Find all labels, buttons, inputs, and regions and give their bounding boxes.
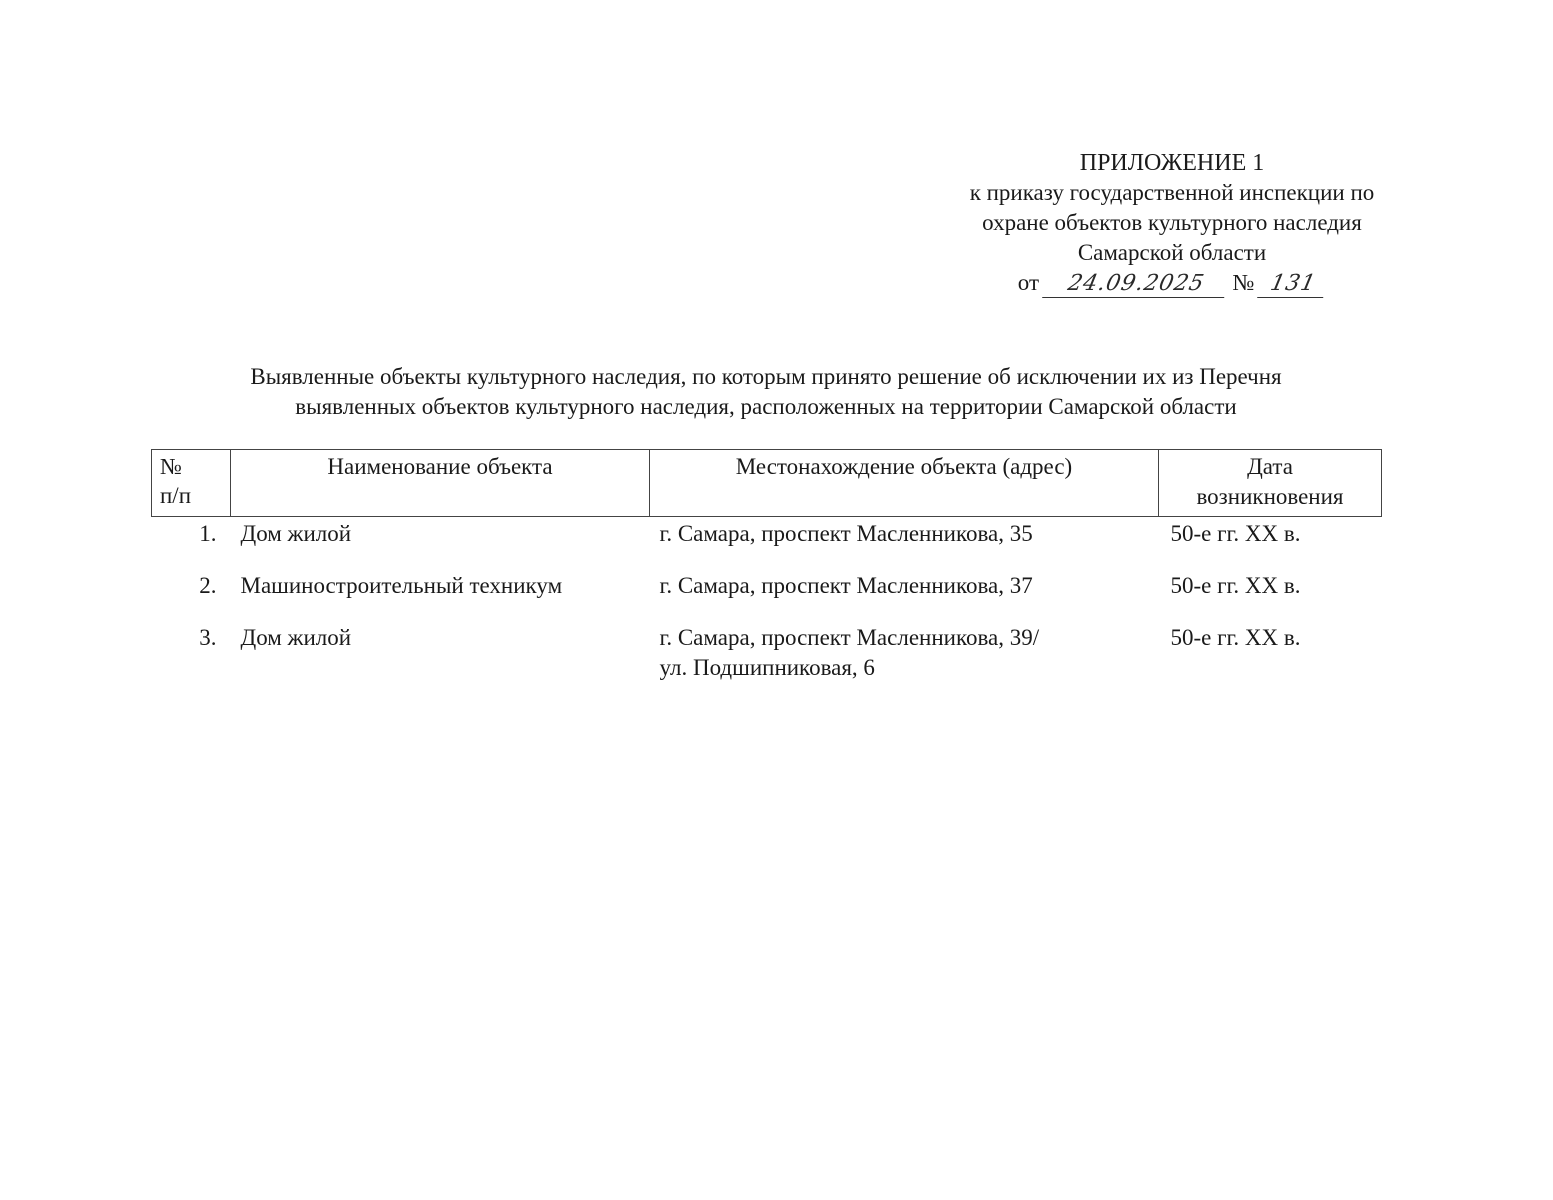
header-number-line2: п/п [160, 483, 192, 508]
appendix-line: к приказу государственной инспекции по [969, 180, 1375, 205]
row-name: Дом жилой [240, 521, 352, 546]
table-header [152, 450, 1382, 517]
row-address-line2: ул. Подшипниковая, 6 [659, 655, 875, 680]
table-row [152, 623, 1382, 705]
table-header-row [152, 450, 1382, 517]
number-label: № [1232, 270, 1255, 295]
from-label: от [1017, 270, 1040, 295]
appendix-line: охране объектов культурного наследия [982, 210, 1362, 235]
header-date-line1: Дата [1247, 454, 1293, 479]
row-number: 1. [199, 521, 217, 546]
row-address [650, 623, 1159, 705]
row-address [650, 517, 1159, 572]
appendix-block [930, 148, 1414, 298]
header-name: Наименование объекта [231, 450, 650, 517]
row-date: 50-е гг. XX в. [1170, 573, 1301, 598]
row-name: Машиностроительный техникум [240, 573, 563, 598]
heading-line-1: Выявленные объекты культурного наследия, по которым принято решение об исключении их из Перечня [250, 364, 1282, 389]
appendix-line: Самарской области [1077, 240, 1267, 265]
handwritten-number: 131 [1257, 271, 1329, 298]
table-row [152, 571, 1382, 623]
row-number: 3. [199, 625, 217, 650]
row-address-line1: г. Самара, проспект Масленникова, 35 [659, 521, 1033, 546]
header-date [1159, 450, 1382, 517]
handwritten-date: 24.09.2025 [1042, 271, 1230, 298]
row-address-line1: г. Самара, проспект Масленникова, 37 [659, 573, 1033, 598]
row-date: 50-е гг. XX в. [1170, 625, 1301, 650]
appendix-title: ПРИЛОЖЕНИЕ 1 [1079, 150, 1265, 176]
heading-line-2: выявленных объектов культурного наследия, расположенных на территории Самарской области [295, 394, 1237, 419]
header-date-line2: возникновения [1196, 484, 1344, 509]
header-number-line1: № [160, 454, 182, 479]
row-address [650, 571, 1159, 623]
row-address-line1: г. Самара, проспект Масленникова, 39/ [659, 625, 1040, 650]
header-number [152, 450, 231, 517]
row-number: 2. [199, 573, 217, 598]
header-address: Местонахождение объекта (адрес) [650, 450, 1159, 517]
table-row [152, 517, 1382, 572]
table-body [152, 517, 1382, 706]
row-name: Дом жилой [240, 625, 352, 650]
row-date: 50-е гг. XX в. [1170, 521, 1301, 546]
document-heading [160, 362, 1372, 422]
heritage-objects-table [151, 449, 1382, 705]
order-date-number [930, 268, 1414, 298]
